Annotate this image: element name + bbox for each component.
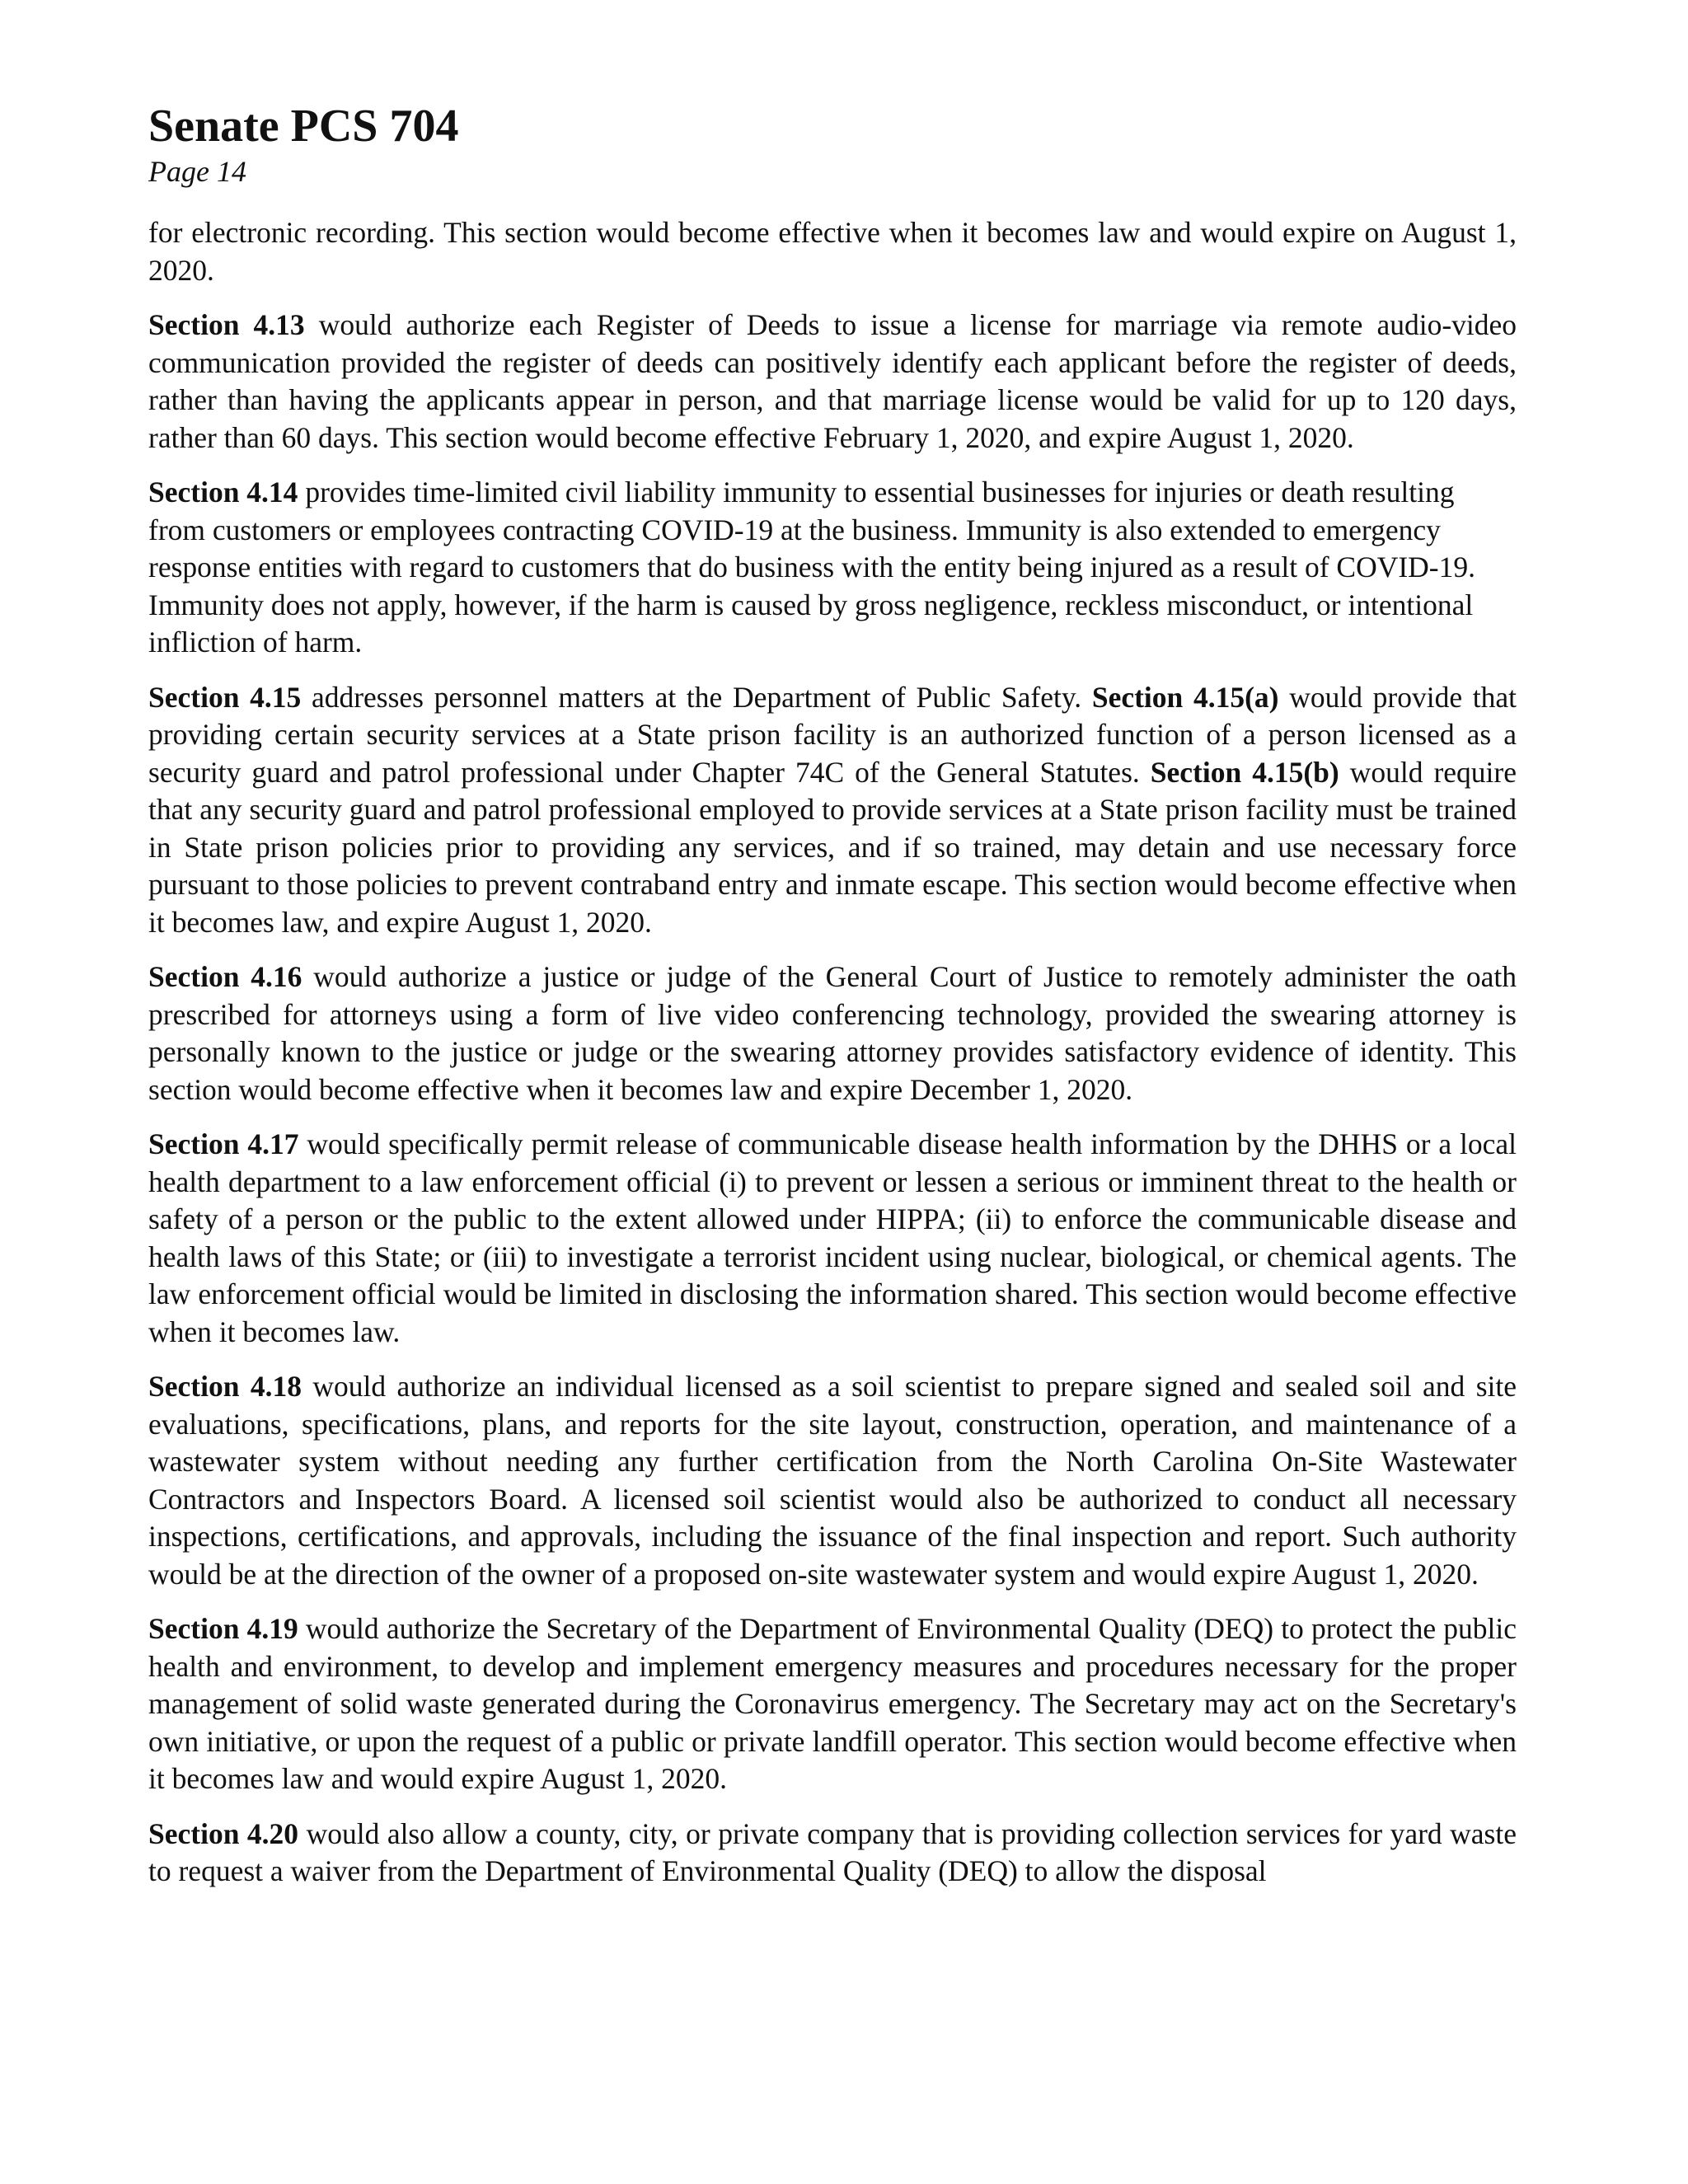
document-title: Senate PCS 704 (148, 101, 459, 152)
section-label: Section 4.17 (148, 1127, 299, 1160)
section-label: Section 4.20 (148, 1816, 299, 1850)
section-label: Section 4.15 (148, 680, 302, 714)
paragraph-text: would provide that providing certain security services at a State prison facility is an authorized function of a person licensed as a security guard and patrol professional under Chapter 74C of the General Statutes. (148, 680, 1517, 789)
section-label: Section 4.14 (148, 476, 298, 509)
paragraph-text: would also allow a county, city, or private company that is providing collection services for yard waste to request a waiver from the Department of Environmental Quality (DEQ) to allow the disposal (148, 1816, 1517, 1887)
page-number: Page 14 (148, 155, 246, 188)
paragraph-text: addresses personnel matters at the Department of Public Safety. (301, 680, 1092, 714)
paragraph-text: for electronic recording. This section would become effective when it becomes law and would expire on August 1, 2020. (148, 216, 1517, 287)
section-label: Section 4.19 (148, 1612, 298, 1645)
paragraph-section-4-18 (148, 1368, 1517, 1593)
section-label-4-15a: Section 4.15(a) (1091, 680, 1279, 714)
paragraph-text: would authorize a justice or judge of the General Court of Justice to remotely administer the oath prescribed for attorneys using a form of live video conferencing technology, provided the swearing attorney is personally known to the justice or judge or the swearing attorney provides satisfactory evidence of identity. This section would become effective when it becomes law and expire December 1, 2020. (148, 960, 1517, 1106)
document-page (148, 99, 1517, 1908)
paragraph-text: would authorize each Register of Deeds to issue a license for marriage via remote audio-video communication provided the register of deeds can positively identify each applicant before the register of deeds, rather than having the applicants appear in person, and that marriage license would be valid for up to 120 days, rather than 60 days. This section would become effective February 1, 2020, and expire August 1, 2020. (148, 308, 1517, 454)
section-label: Section 4.16 (148, 960, 302, 993)
paragraph-section-4-14 (148, 474, 1517, 662)
paragraph-section-4-20 (148, 1816, 1517, 1891)
paragraph-section-4-15 (148, 679, 1517, 942)
paragraph-text: would require that any security guard and patrol professional employed to provide services at a State prison facility must be trained in State prison policies prior to providing any services, and if so trained, may detain and use necessary force pursuant to those policies to prevent contraband entry and inmate escape. This section would become effective when it becomes law, and expire August 1, 2020. (148, 755, 1517, 939)
paragraph-continuation (148, 214, 1517, 289)
paragraph-text: would specifically permit release of communicable disease health information by the DHHS or a local health department to a law enforcement official (i) to prevent or lessen a serious or imminent threat to the health or safety of a person or the public to the extent allowed under HIPPA; (ii) to enforce the communicable disease and health laws of this State; or (iii) to investigate a terrorist incident using nuclear, biological, or chemical agents. The law enforcement official would be limited in disclosing the information shared. This section would become effective when it becomes law. (148, 1127, 1517, 1348)
section-label: Section 4.13 (148, 308, 305, 341)
paragraph-section-4-16 (148, 958, 1517, 1108)
paragraph-section-4-13 (148, 307, 1517, 457)
paragraph-text: would authorize an individual licensed as a soil scientist to prepare signed and sealed soil and site evaluations, specifications, plans, and reports for the site layout, construction, operation, and maintenance of a wastewater system without needing any further certification from the North Carolina On-Site Wastewater Contractors and Inspectors Board. A licensed soil scientist would also be authorized to conduct all necessary inspections, certifications, and approvals, including the issuance of the final inspection and report. Such authority would be at the direction of the owner of a proposed on-site wastewater system and would expire August 1, 2020. (148, 1370, 1517, 1591)
section-label: Section 4.18 (148, 1370, 302, 1403)
paragraph-text: provides time-limited civil liability immunity to essential businesses for injuries or death resulting from customers or employees contracting COVID-19 at the business. Immunity is also extended to emergency response entities with regard to customers that do business with the entity being injured as a result of COVID-19. Immunity does not apply, however, if the harm is caused by gross negligence, reckless misconduct, or intentional infliction of harm. (148, 476, 1475, 658)
section-label-4-15b: Section 4.15(b) (1150, 755, 1339, 789)
paragraph-text: would authorize the Secretary of the Department of Environmental Quality (DEQ) to protect the public health and environment, to develop and implement emergency measures and procedures necessary for the proper management of solid waste generated during the Coronavirus emergency. The Secretary may act on the Secretary's own initiative, or upon the request of a public or private landfill operator. This section would become effective when it becomes law and would expire August 1, 2020. (148, 1612, 1517, 1795)
paragraph-section-4-17 (148, 1126, 1517, 1351)
paragraph-section-4-19 (148, 1610, 1517, 1798)
